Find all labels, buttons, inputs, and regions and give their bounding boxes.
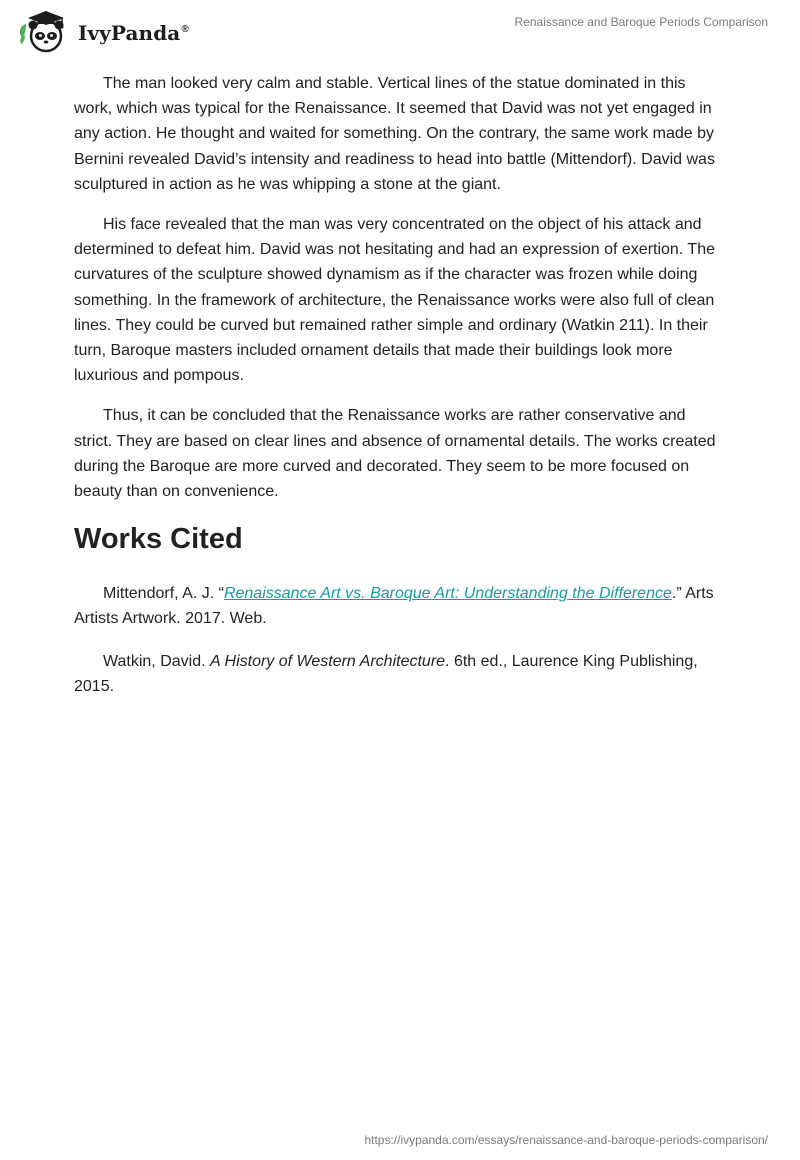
body-paragraph: The man looked very calm and stable. Vertical lines of the statue dominated in this work, which was typical for the Renaissance. It seemed that David was not yet engaged in any action. He thought and waited for something. On the contrary, the same work made by Bernini revealed David’s intensity and readiness to head into battle (Mittendorf). David was sculptured in action as he was whipping a stone at the giant. [74,75,715,193]
panda-graduation-cap-icon [16,8,72,56]
citation-title: A History of Western Architecture [210,652,446,670]
works-cited-heading: Works Cited [74,523,243,556]
citation-entry [74,581,726,631]
citation-link[interactable]: Renaissance Art vs. Baroque Art: Understanding the Difference [223,585,672,603]
running-title: Renaissance and Baroque Periods Comparison [514,15,768,29]
citation-suffix: .” Arts Artists Artwork. 2017. Web. [74,585,714,628]
body-paragraph: His face revealed that the man was very concentrated on the object of his attack and determined to defeat him. David was not hesitating and had an expression of exertion. The curvatures of the sculpture showed dynamism as if the character was frozen while doing something. In the framework of architecture, the Renaissance works were also full of clean lines. They could be curved but remained rather simple and ordinary (Watkin 211). In their turn, Baroque masters included ornament details that made their buildings look more luxurious and pompous. [74,216,715,385]
essay-content [74,71,726,716]
citation-entry [74,649,726,699]
registered-mark: ® [181,24,189,36]
page-header [0,0,800,64]
citation-suffix: . 6th ed., Laurence King Publishing, 2015. [74,652,698,695]
footer-url[interactable]: https://ivypanda.com/essays/renaissance-and-baroque-periods-comparison/ [364,1133,768,1147]
logo-text: IvyPanda® [78,21,189,45]
citation-prefix: Mittendorf, A. J. “ [103,585,224,603]
ivypanda-logo[interactable] [16,8,189,56]
body-paragraph: Thus, it can be concluded that the Renaissance works are rather conservative and strict. They are based on clear lines and absence of ornamental details. The works created during the Baroque are more curved and decorated. They seem to be more focused on beauty than on convenience. [74,407,716,501]
citation-prefix: Watkin, David. [103,652,210,670]
